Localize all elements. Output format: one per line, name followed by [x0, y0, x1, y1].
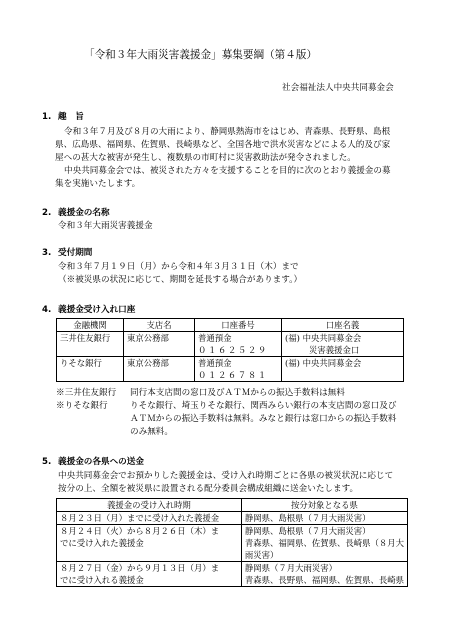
- note-text-resona-3: のみ無料。: [130, 427, 173, 437]
- section-2-heading: 義援金の名称: [58, 208, 110, 218]
- table-row: [57, 562, 408, 587]
- allocation-table: [56, 498, 408, 587]
- period-text: ８月２７日（金）から９月１３日（月）ま: [60, 563, 220, 573]
- account-type: 普通預金: [198, 358, 232, 368]
- prefectures-cell: [241, 512, 407, 525]
- section-3-heading: 受付期間: [58, 248, 93, 258]
- section-5-intro-line1: 中央共同募金会でお預かりした義援金は、受け入れ時期ごとに各県の被災状況に応じて: [58, 471, 394, 481]
- section-3-number: 3.: [42, 248, 52, 258]
- prefectures-text: 雨災害）: [244, 550, 279, 560]
- account-number: ０１２６７８１: [198, 370, 268, 380]
- section-1-para2-line2: 集を実施いたします。: [55, 179, 141, 189]
- account-holder: (福) 中央共同募金会: [285, 358, 362, 368]
- branch-name: 東京公務部: [124, 357, 195, 382]
- section-3-note: （※被災県の状況に応じて、期間を延長する場合があります。）: [58, 275, 303, 285]
- section-1-number: 1.: [42, 112, 52, 122]
- page-title: 「令和３年大雨災害義援金」募集要綱（第４版）: [84, 49, 318, 61]
- section-5-heading: 義援金の各県への送金: [58, 457, 144, 467]
- note-text-resona-1: りそな銀行、埼玉りそな銀行、関西みらい銀行の本支店間の窓口及び: [130, 401, 397, 411]
- section-1-para2-line1: 中央共同募金会では、被災された方々を支援することを目的に次のとおり義援金の募: [64, 166, 391, 176]
- note-text-smbc: 同行本支店間の窓口及びＡＴＭからの振込手数料は無料: [130, 388, 345, 398]
- prefectures-cell: [241, 562, 407, 587]
- account-holder-cell: [282, 332, 404, 357]
- prefectures-cell: [241, 525, 407, 562]
- section-2-number: 2.: [42, 208, 52, 218]
- period-cell: [57, 525, 242, 562]
- period-cell: [57, 562, 242, 587]
- note-text-resona-2: ＡＴＭからの振込手数料は無料。みなと銀行は窓口からの振込手数料: [130, 414, 397, 424]
- prefectures-text: 静岡県（７月大雨災害）: [244, 563, 337, 573]
- account-holder-sub: 災害義援金口: [309, 345, 360, 355]
- bank-name: 三井住友銀行: [57, 332, 124, 357]
- branch-name: 東京公務部: [124, 332, 195, 357]
- section-1-para1-line3: 屋への甚大な被害が発生し、複数県の市町村に災害救助法が発令されました。: [55, 153, 356, 163]
- section-1-heading: 趣 旨: [58, 112, 84, 122]
- account-table-header: [57, 319, 404, 332]
- section-5-number: 5.: [42, 457, 52, 467]
- section-4-number: 4.: [42, 305, 52, 315]
- organization-name: 社会福祉法人中央共同募金会: [282, 83, 394, 93]
- header-prefectures: 按分対象となる県: [241, 499, 407, 512]
- section-1-para1-line1: 令和３年７月及び８月の大雨により、静岡県熱海市をはじめ、青森県、長野県、島根: [64, 127, 391, 137]
- prefectures-text: 静岡県、島根県（７月大雨災害）: [244, 513, 371, 523]
- period-cell: [57, 512, 242, 525]
- account-holder-cell: [282, 357, 404, 382]
- period-text: ８月２４日（火）から８月２６日（木）ま: [60, 526, 220, 536]
- bank-name: りそな銀行: [57, 357, 124, 382]
- header-branch: 支店名: [124, 319, 195, 332]
- account-holder: (福) 中央共同募金会: [285, 333, 362, 343]
- table-row: [57, 525, 408, 562]
- header-account-number: 口座番号: [195, 319, 282, 332]
- account-table: [56, 318, 404, 382]
- header-bank: 金融機関: [57, 319, 124, 332]
- account-type: 普通預金: [198, 333, 232, 343]
- table-row: [57, 357, 404, 382]
- prefectures-text: 青森県、長野県、福岡県、佐賀県、長崎県: [244, 575, 404, 585]
- section-3-period: 令和３年７月１９日（月）から令和４年３月３１日（木）まで: [58, 262, 299, 272]
- prefectures-text: 青森県、福岡県、佐賀県、長崎県（８月大: [244, 538, 404, 548]
- table-row: [57, 332, 404, 357]
- section-4-heading: 義援金受け入れ口座: [58, 305, 136, 315]
- period-text: でに受け入れた義援金: [60, 538, 144, 548]
- section-5-intro-line2: 按分の上、全額を被災県に設置される配分委員会構成組織に送金いたします。: [58, 484, 359, 494]
- period-text: でに受け入れる義援金: [60, 575, 144, 585]
- period-text: ８月２３日（月）までに受け入れた義援金: [60, 513, 220, 523]
- prefectures-text: 静岡県、島根県（７月大雨災害）: [244, 526, 371, 536]
- allocation-table-header: [57, 499, 408, 512]
- account-number: ０１６２５２９: [198, 345, 268, 355]
- note-label-resona: ※りそな銀行: [56, 401, 108, 411]
- note-label-smbc: ※三井住友銀行: [56, 388, 117, 398]
- section-1-para1-line2: 県、広島県、福岡県、佐賀県、長崎県など、全国各地で洪水災害などによる人的及び家: [55, 140, 391, 150]
- section-2-body: 令和３年大雨災害義援金: [58, 221, 153, 231]
- account-number-cell: [195, 332, 282, 357]
- table-row: [57, 512, 408, 525]
- account-number-cell: [195, 357, 282, 382]
- header-period: 義援金の受け入れ時期: [57, 499, 242, 512]
- header-account-name: 口座名義: [282, 319, 404, 332]
